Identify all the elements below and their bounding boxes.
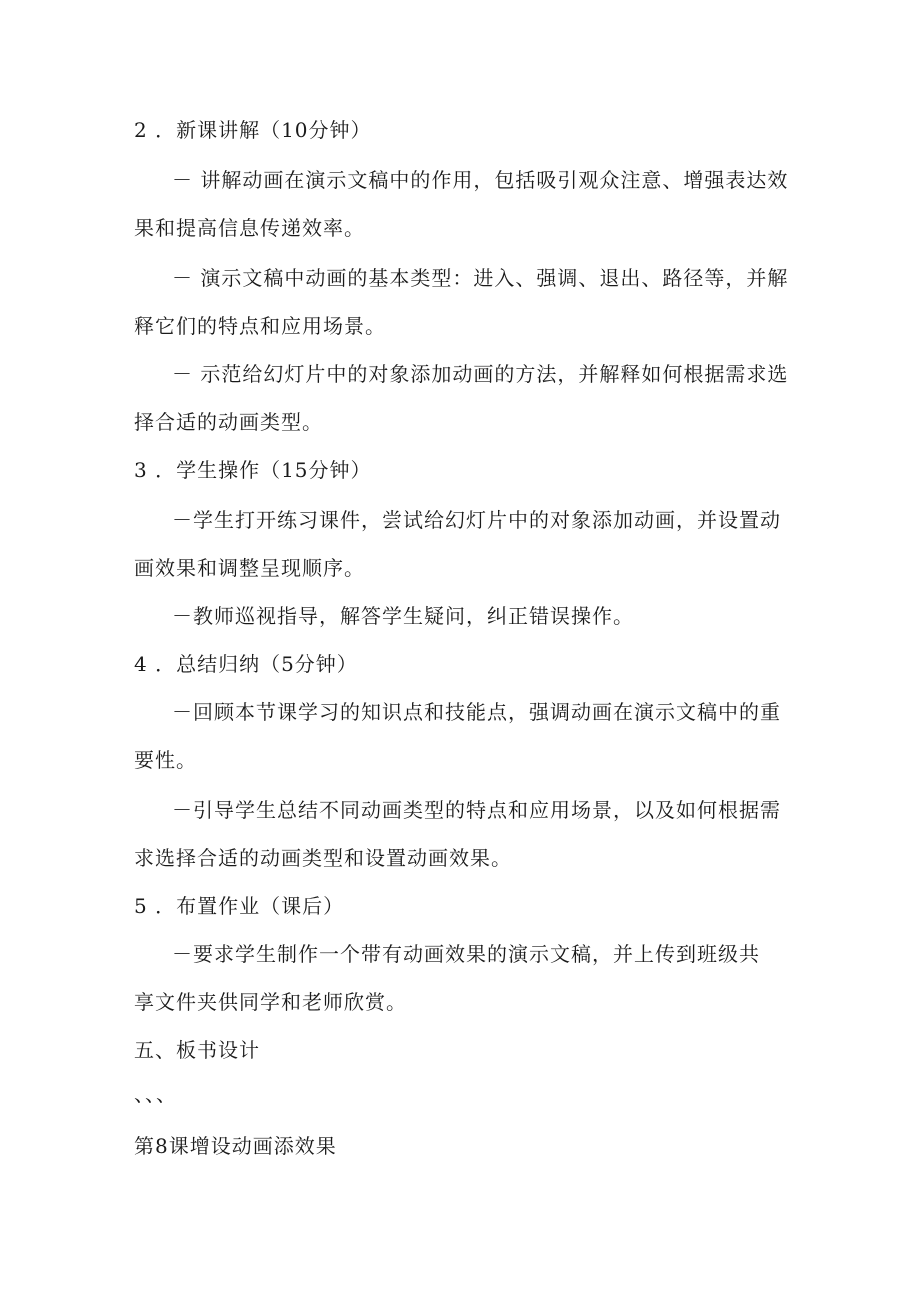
section-heading-student-practice: 3 ．学生操作（15分钟） (134, 458, 372, 482)
paragraph-line: 求选择合适的动画类型和设置动画效果。 (134, 846, 512, 870)
paragraph-line: － 示范给幻灯片中的对象添加动画的方法，并解释如何根据需求选 (172, 362, 789, 386)
paragraph-line: 要性。 (134, 748, 197, 772)
paragraph-line: 释它们的特点和应用场景。 (134, 314, 386, 338)
paragraph-line: 画效果和调整呈现顺序。 (134, 556, 365, 580)
paragraph-line: －回顾本节课学习的知识点和技能点，强调动画在演示文稿中的重 (172, 700, 781, 724)
paragraph-line: － 讲解动画在演示文稿中的作用，包括吸引观众注意、增强表达效 (172, 168, 789, 192)
section-heading-summary: 4 ．总结归纳（5分钟） (134, 652, 358, 676)
section-heading-new-lesson: 2 ．新课讲解（10分钟） (134, 118, 372, 142)
section-heading-blackboard-design: 五、板书设计 (134, 1038, 260, 1062)
paragraph-line: － 演示文稿中动画的基本类型：进入、强调、退出、路径等，并解 (172, 266, 789, 290)
section-heading-homework: 5 ．布置作业（课后） (134, 894, 345, 918)
paragraph-line: －教师巡视指导，解答学生疑问，纠正错误操作。 (172, 604, 634, 628)
separator-marks: 、、、 (134, 1082, 177, 1106)
paragraph-line: －引导学生总结不同动画类型的特点和应用场景，以及如何根据需 (172, 798, 781, 822)
paragraph-line: －学生打开练习课件，尝试给幻灯片中的对象添加动画，并设置动 (172, 508, 781, 532)
paragraph-line: 果和提高信息传递效率。 (134, 216, 365, 240)
lesson-title: 第8课增设动画添效果 (134, 1134, 337, 1158)
paragraph-line: 择合适的动画类型。 (134, 410, 323, 434)
paragraph-line: －要求学生制作一个带有动画效果的演示文稿，并上传到班级共 (172, 942, 760, 966)
paragraph-line: 享文件夹供同学和老师欣赏。 (134, 990, 407, 1014)
